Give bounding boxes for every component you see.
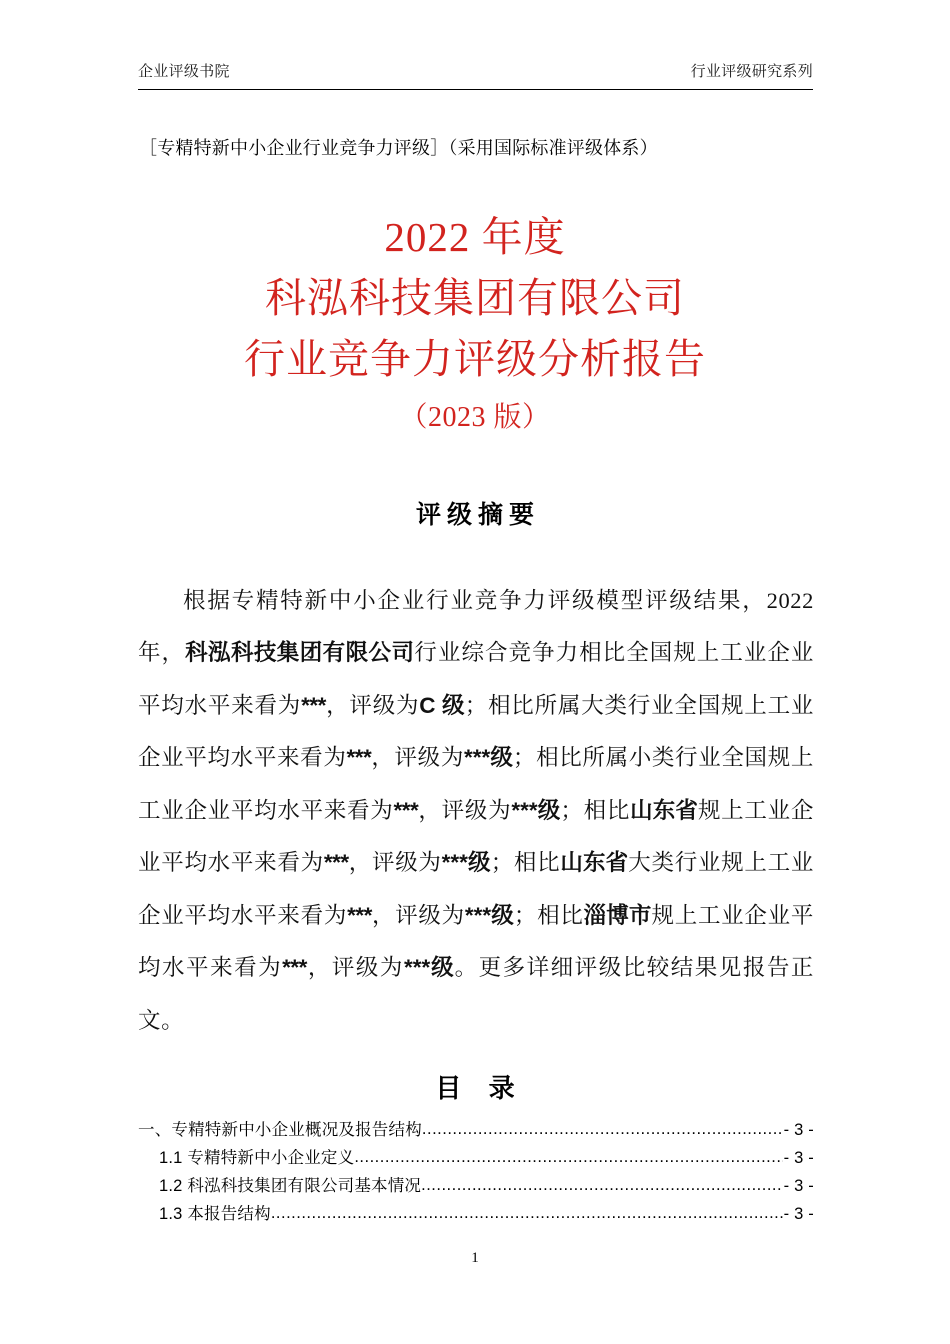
title-line-report: 行业竞争力评级分析报告: [244, 336, 706, 382]
toc-entry-page: - 3 -: [783, 1177, 814, 1195]
summary-text-7: ，评级为: [418, 797, 512, 823]
toc-entry-page: - 3 -: [783, 1121, 814, 1139]
summary-stars-1: ***: [301, 692, 326, 718]
summary-text-14: ；相比: [513, 902, 584, 928]
title-line-company: 科泓科技集团有限公司: [265, 275, 685, 321]
summary-grade-2: ***级: [464, 745, 513, 770]
summary-text-4: ；相比所属大类行业全国规上工业企业平均水平来看为: [138, 692, 814, 770]
summary-text-6: ；相比所属小类行业全国规上工业企业平均水平来看为: [138, 745, 814, 823]
toc-entry-label: 1.2 科泓科技集团有限公司基本情况: [159, 1177, 422, 1195]
toc-entry-label: 1.1 专精特新中小企业定义: [159, 1149, 355, 1167]
summary-text-12: 大类行业规上工业企业平均水平来看为: [138, 850, 814, 928]
summary-stars-4: ***: [323, 850, 349, 875]
summary-heading: 评级摘要: [415, 501, 540, 529]
summary-stars-3: ***: [393, 797, 419, 823]
summary-grade-3: ***级: [511, 797, 561, 823]
summary-text-3: ，评级为: [325, 692, 420, 718]
toc-entry-label: 1.3 本报告结构: [159, 1205, 271, 1223]
summary-text-10: ，评级为: [348, 850, 442, 875]
toc-entry-label: 一、专精特新中小企业概况及报告结构: [138, 1121, 422, 1139]
summary-stars-2: ***: [346, 745, 372, 770]
summary-company-name: 科泓科技集团有限公司: [185, 640, 415, 665]
summary-region-2: 山东省: [560, 850, 629, 875]
summary-stars-6: ***: [282, 955, 307, 980]
summary-grade-5: ***级: [464, 902, 514, 928]
header-right-text: 行业评级研究系列: [690, 63, 813, 80]
summary-region-1: 山东省: [630, 797, 698, 823]
summary-grade-6: ***级: [403, 955, 455, 980]
toc-dot-leader: [271, 1199, 783, 1227]
summary-text-2: 行业综合竞争力相比全国规上工业企业平均水平来看为: [138, 640, 815, 718]
summary-grade-4: ***级: [441, 850, 491, 875]
summary-text-1: 根据专精特新中小企业行业竞争力评级模型评级结果，2022 年，: [138, 587, 814, 665]
summary-text-5: ，评级为: [371, 745, 464, 770]
header-left-text: 企业评级书院: [138, 63, 230, 80]
toc-entry[interactable]: [138, 1116, 814, 1144]
summary-text-8: ；相比: [560, 797, 631, 823]
summary-grade-1: C 级: [419, 692, 465, 718]
toc-entry[interactable]: [138, 1172, 814, 1200]
toc-heading: 目 录: [435, 1073, 525, 1103]
summary-text-13: ，评级为: [371, 902, 465, 928]
summary-text-15: 规上工业企业平均水平来看为: [138, 902, 814, 980]
summary-text-9: 规上工业企业平均水平来看为: [138, 797, 814, 875]
summary-paragraph: [138, 575, 814, 1048]
summary-text-16: ，评级为: [306, 955, 404, 980]
toc-list: [138, 1116, 814, 1228]
toc-entry[interactable]: [138, 1144, 814, 1172]
summary-region-3: 淄博市: [583, 902, 652, 928]
page-number: 1: [471, 1250, 479, 1266]
summary-text-17: 。更多详细评级比较结果见报告正文。: [138, 955, 814, 1033]
summary-stars-5: ***: [347, 902, 372, 928]
toc-dot-leader: [354, 1143, 782, 1171]
document-subtitle: ［专精特新中小企业行业竞争力评级］（采用国际标准评级体系）: [139, 138, 658, 158]
title-block: [0, 207, 950, 442]
page-header: [138, 62, 813, 82]
toc-dot-leader: [421, 1171, 783, 1199]
toc-dot-leader: [422, 1115, 783, 1143]
header-divider: [138, 89, 813, 90]
title-version: （2023 版）: [399, 402, 551, 433]
toc-entry-page: - 3 -: [783, 1205, 814, 1223]
title-line-year: 2022 年度: [384, 214, 566, 260]
toc-entry-page: - 3 -: [783, 1149, 814, 1167]
toc-entry[interactable]: [138, 1200, 814, 1228]
summary-text-11: ；相比: [490, 850, 561, 875]
